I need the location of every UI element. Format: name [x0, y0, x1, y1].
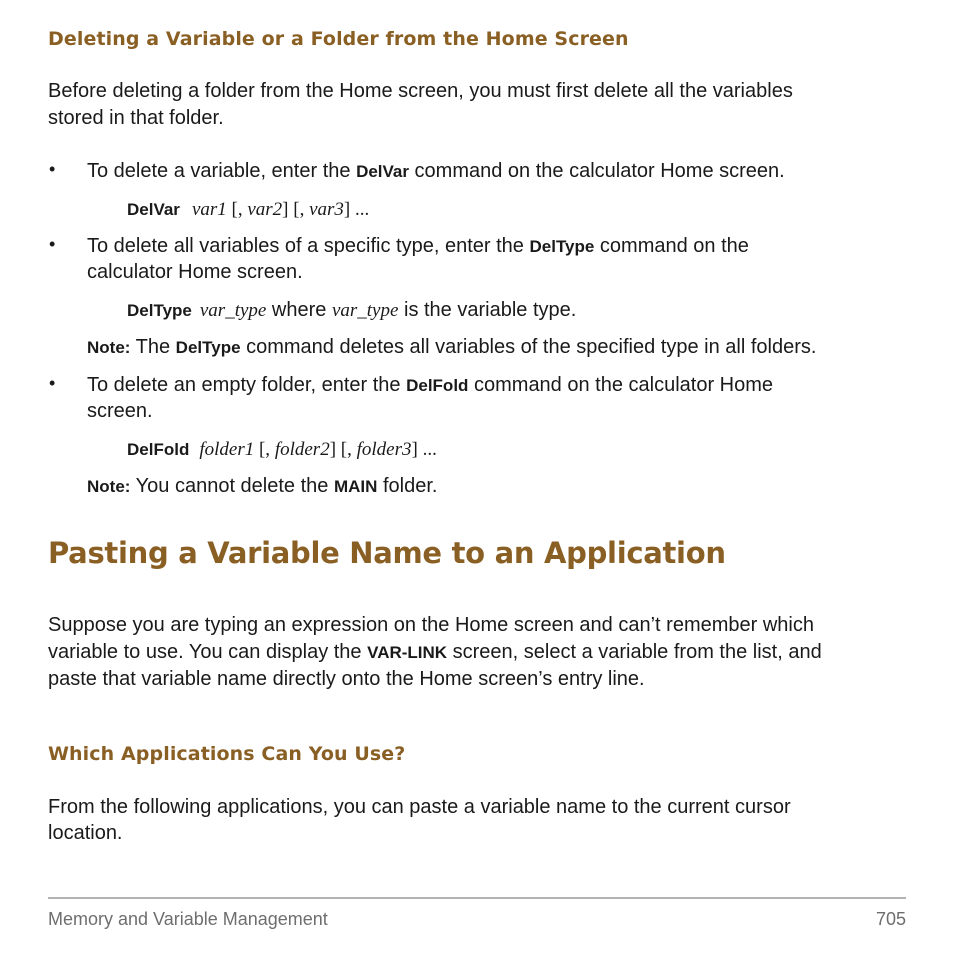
bullet-marker: • — [49, 373, 56, 393]
paragraph-line-1: Suppose you are typing an expression on the Home screen and can’t remember which — [48, 614, 814, 636]
command-delfold: DelFold — [406, 376, 469, 395]
note-main-folder: Note: You cannot delete the MAIN folder. — [87, 475, 438, 497]
intro-paragraph-line-2: stored in that folder. — [48, 107, 224, 129]
bullet-2-text-line-1: To delete all variables of a specific type, enter the DelType command on the — [87, 235, 749, 257]
page-number: 705 — [875, 909, 906, 929]
syntax-delfold: DelFold folder1 [, folder2] [, folder3] ... — [127, 439, 437, 460]
note-deltype: Note: The DelType command deletes all variables of the specified type in all folders. — [87, 336, 817, 358]
bullet-3-text-line-1: To delete an empty folder, enter the DelFold command on the calculator Home — [87, 374, 774, 396]
intro-paragraph-line-1: Before deleting a folder from the Home screen, you must first delete all the variables — [48, 80, 793, 102]
paragraph-line-3: paste that variable name directly onto the Home screen’s entry line. — [48, 668, 645, 690]
bullet-2-text-line-2: calculator Home screen. — [87, 261, 303, 283]
page-title: Pasting a Variable Name to an Application — [48, 536, 726, 570]
command-delvar: DelVar — [356, 162, 409, 181]
paragraph-2-line-1: From the following applications, you can paste a variable name to the current cursor — [48, 796, 791, 818]
command-deltype: DelType — [529, 237, 595, 256]
subsection-heading: Which Applications Can You Use? — [48, 743, 406, 765]
bullet-1-text: To delete a variable, enter the DelVar command on the calculator Home screen. — [87, 160, 785, 182]
command-varlink: VAR-LINK — [367, 643, 448, 662]
paragraph-line-2: variable to use. You can display the VAR-LINK screen, select a variable from the list, and — [48, 641, 822, 663]
footer-title: Memory and Variable Management — [48, 909, 328, 929]
syntax-delvar: DelVar var1 [, var2] [, var3] ... — [127, 199, 370, 220]
footer-divider — [48, 897, 906, 899]
section-heading: Deleting a Variable or a Folder from the Home Screen — [48, 28, 629, 50]
bullet-marker: • — [49, 159, 56, 179]
bullet-3-text-line-2: screen. — [87, 400, 153, 422]
syntax-deltype: DelType var_type where var_type is the variable type. — [127, 299, 577, 321]
paragraph-2-line-2: location. — [48, 822, 123, 844]
bullet-marker: • — [49, 234, 56, 254]
